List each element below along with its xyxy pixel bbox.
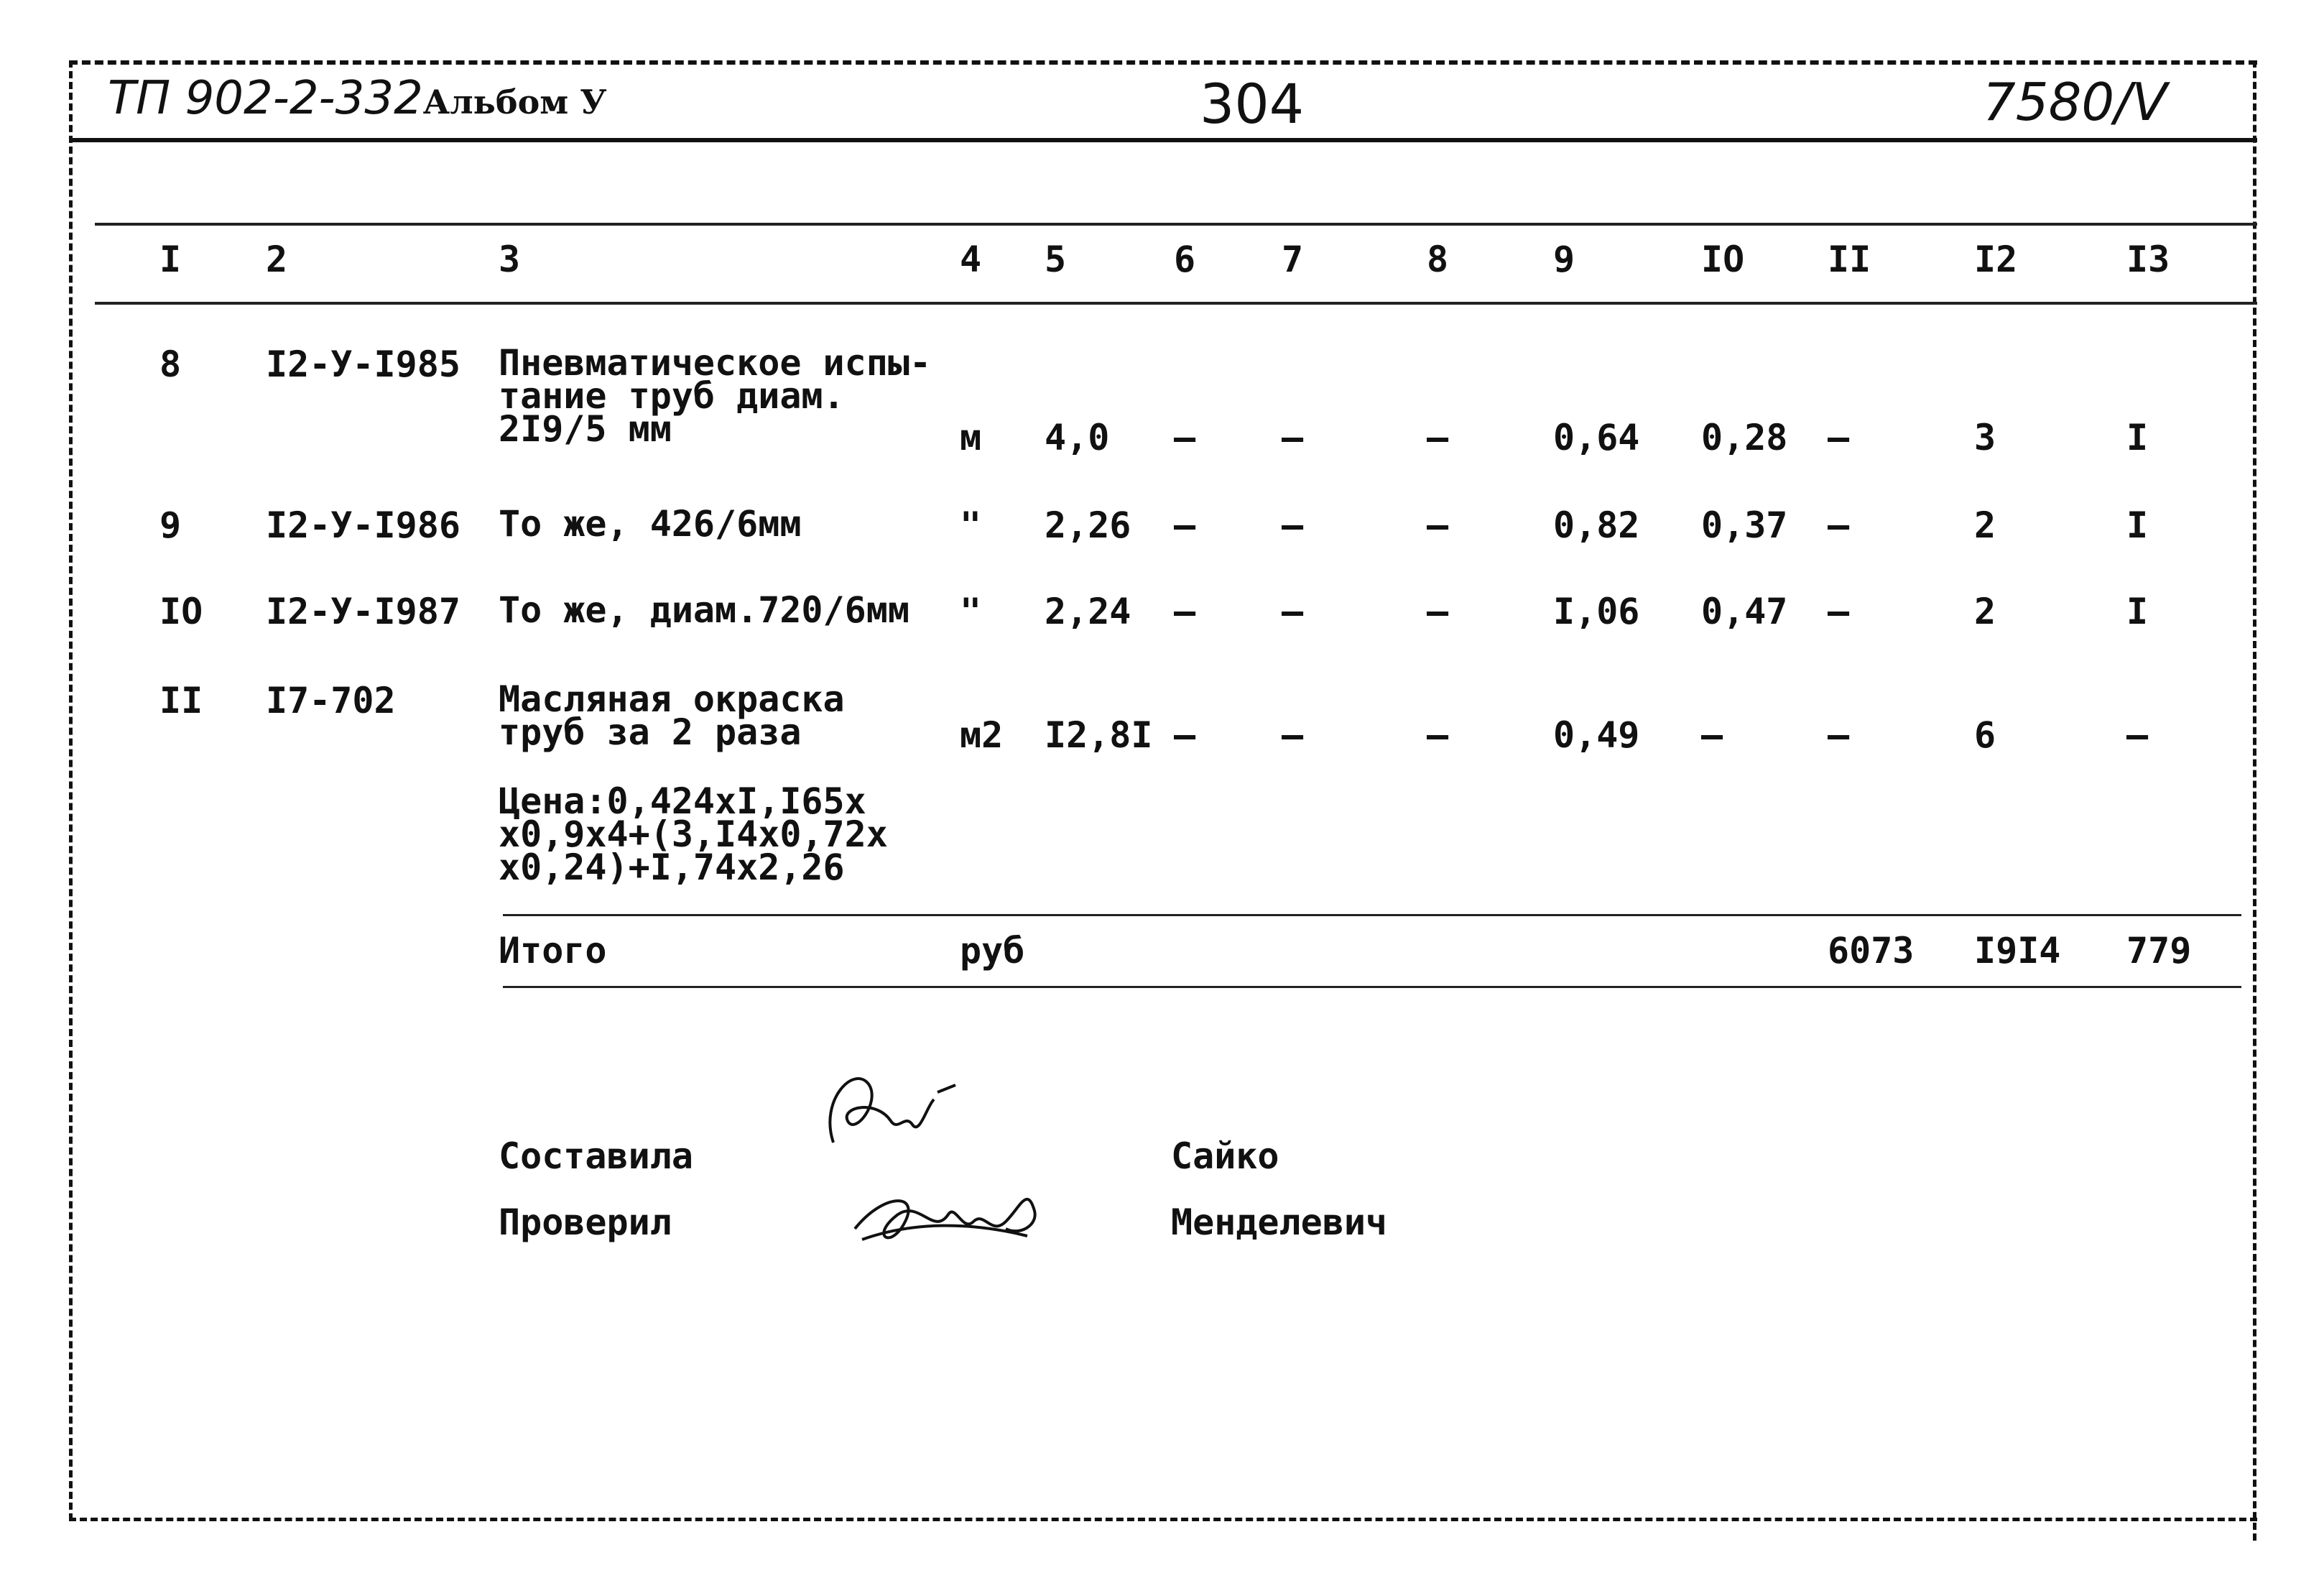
row-1-col-11: – <box>1828 417 1850 458</box>
column-header-11: II <box>1828 239 1871 280</box>
row-4-description: Масляная окраска труб за 2 раза <box>499 678 845 753</box>
row-2-col-13: I <box>2126 504 2149 546</box>
row-2-quantity: 2,26 <box>1045 504 1131 546</box>
row-3-quantity: 2,24 <box>1045 591 1131 632</box>
total-unit: руб <box>960 930 1025 972</box>
total-label: Итого <box>499 930 607 972</box>
column-header-5: 5 <box>1045 239 1067 280</box>
row-2-code: I2-У-I986 <box>266 504 460 546</box>
row-1-code: I2-У-I985 <box>266 343 460 385</box>
row-1-number: 8 <box>159 343 182 385</box>
column-header-12: I2 <box>1974 239 2018 280</box>
table-header-rule <box>95 302 2257 305</box>
total-col-11: 6073 <box>1828 930 1915 972</box>
column-header-13: I3 <box>2126 239 2170 280</box>
row-3-unit: " <box>960 591 982 632</box>
column-header-8: 8 <box>1427 239 1449 280</box>
frame-right-border <box>2253 60 2256 1541</box>
row-3-description: То же, диам.720/6мм <box>499 589 909 631</box>
row-3-col-7: – <box>1282 591 1304 632</box>
row-2-description: То же, 426/6мм <box>499 503 802 545</box>
document-code: ТП 902-2-332Альбом У <box>108 72 607 125</box>
table-top-rule <box>95 223 2257 226</box>
row-1-quantity: 4,0 <box>1045 417 1110 458</box>
header-divider <box>69 138 2257 142</box>
total-col-12: I9I4 <box>1974 930 2061 972</box>
row-2-unit: " <box>960 504 982 546</box>
row-2-col-9: 0,82 <box>1553 504 1640 546</box>
column-header-9: 9 <box>1553 239 1575 280</box>
column-header-2: 2 <box>266 239 288 280</box>
row-2-col-11: – <box>1828 504 1850 546</box>
row-4-col-13: – <box>2126 714 2149 756</box>
row-4-col-8: – <box>1427 714 1449 756</box>
row-1-col-9: 0,64 <box>1553 417 1640 458</box>
row-2-col-7: – <box>1282 504 1304 546</box>
row-4-col-7: – <box>1282 714 1304 756</box>
row-1-unit: м <box>960 417 982 458</box>
column-header-3: 3 <box>499 239 521 280</box>
row-2-col-6: – <box>1174 504 1196 546</box>
column-header-7: 7 <box>1282 239 1304 280</box>
checked-by-name: Менделевич <box>1171 1201 1388 1243</box>
album-label: Альбом У <box>422 83 607 121</box>
total-bottom-rule <box>503 986 2241 988</box>
inventory-number: 7580/V <box>1983 72 2167 132</box>
row-2-col-10: 0,37 <box>1701 504 1788 546</box>
row-1-col-8: – <box>1427 417 1449 458</box>
row-4-col-11: – <box>1828 714 1850 756</box>
column-header-4: 4 <box>960 239 982 280</box>
row-3-number: IO <box>159 591 203 632</box>
row-3-col-13: I <box>2126 591 2149 632</box>
row-4-col-9: 0,49 <box>1553 714 1640 756</box>
row-4-number: II <box>159 680 203 721</box>
row-3-col-10: 0,47 <box>1701 591 1788 632</box>
total-col-13: 779 <box>2126 930 2192 972</box>
frame-bottom-border <box>69 1518 2257 1521</box>
column-header-10: IO <box>1701 239 1745 280</box>
row-1-col-7: – <box>1282 417 1304 458</box>
total-top-rule <box>503 914 2241 916</box>
row-4-col-12: 6 <box>1974 714 1996 756</box>
column-header-1: I <box>159 239 182 280</box>
row-4-col-10: – <box>1701 714 1723 756</box>
row-2-col-12: 2 <box>1974 504 1996 546</box>
row-2-number: 9 <box>159 504 182 546</box>
signature-compiled <box>812 1056 984 1178</box>
row-3-code: I2-У-I987 <box>266 591 460 632</box>
row-4-quantity: I2,8I <box>1045 714 1153 756</box>
compiled-by-name: Сайко <box>1171 1135 1279 1177</box>
page-number: 304 <box>1200 72 1305 136</box>
checked-by-label: Проверил <box>499 1201 672 1243</box>
row-3-col-9: I,06 <box>1553 591 1640 632</box>
row-3-col-8: – <box>1427 591 1449 632</box>
row-3-col-6: – <box>1174 591 1196 632</box>
row-1-col-6: – <box>1174 417 1196 458</box>
row-3-col-11: – <box>1828 591 1850 632</box>
row-4-code: I7-702 <box>266 680 396 721</box>
row-1-col-13: I <box>2126 417 2149 458</box>
row-4-col-6: – <box>1174 714 1196 756</box>
row-1-col-12: 3 <box>1974 417 1996 458</box>
price-note: Цена:0,424хI,I65х х0,9х4+(3,I4х0,72х х0,24)+I,74х2,26 <box>499 780 888 888</box>
compiled-by-label: Составила <box>499 1135 693 1177</box>
row-2-col-8: – <box>1427 504 1449 546</box>
row-1-description: Пневматическое испы- тание труб диам. 2I9/5 мм <box>499 342 932 450</box>
row-1-col-10: 0,28 <box>1701 417 1788 458</box>
column-header-6: 6 <box>1174 239 1196 280</box>
frame-top-border <box>69 60 2257 65</box>
row-3-col-12: 2 <box>1974 591 1996 632</box>
signature-checked <box>841 1171 1056 1265</box>
row-4-unit: м2 <box>960 714 1004 756</box>
frame-left-border <box>69 60 73 1521</box>
